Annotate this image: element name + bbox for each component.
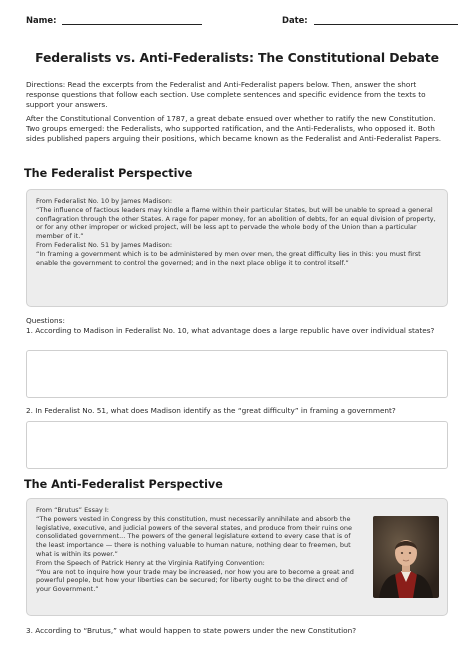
answer-box-1[interactable] [26, 350, 448, 398]
excerpt-quote: “The influence of factious leaders may kindle a flame within their particular States, but will be unable to spread a general conflagration through the other States. A rage for paper money, for an abolition of debts, for an equal division of property, or for any other improper or wicked project, will be less apt to pervade the whole body of the Union than a particular member of it.” [36, 205, 436, 241]
excerpt-source: From the Speech of Patrick Henry at the Virginia Ratifying Convention: [36, 558, 265, 567]
federalist-heading: The Federalist Perspective [24, 167, 193, 180]
federalist-excerpt-box [26, 189, 448, 307]
excerpt-source: From Federalist No. 51 by James Madison: [36, 240, 173, 249]
date-blank-line[interactable] [314, 14, 458, 25]
name-blank-line[interactable] [62, 14, 202, 25]
question-3: 3. According to “Brutus,” what would happen to state powers under the new Constitution? [26, 626, 357, 635]
name-label: Name: [26, 15, 57, 25]
directions-text: Directions: Read the excerpts from the Federalist and Anti-Federalist papers below. Then, answer the short response questions that follow each section. Use complete sentences and specific evidence from the texts to support your answers. [26, 80, 426, 110]
excerpt-source: From Federalist No. 10 by James Madison: [36, 197, 173, 205]
name-field [26, 14, 202, 25]
excerpt-source: From “Brutus” Essay I: [36, 506, 109, 514]
question-1: 1. According to Madison in Federalist No. 10, what advantage does a large republic have over individual states? [26, 326, 435, 335]
answer-box-2[interactable] [26, 421, 448, 469]
excerpt-quote: “The powers vested in Congress by this constitution, must necessarily annihilate and absorb the legislative, executive, and judicial powers of the several states, and produce from their ruins one consolidated government... The powers of the general legislature extend to every case that is of the least importance — there is nothing valuable to human nature, nothing dear to freemen, but what is within its power.” [36, 514, 353, 558]
antifederalist-heading: The Anti-Federalist Perspective [24, 478, 223, 491]
question-2: 2. In Federalist No. 51, what does Madison identify as the “great difficulty” in framing a government? [26, 406, 396, 415]
page-title: Federalists vs. Anti-Federalists: The Constitutional Debate [35, 50, 439, 65]
excerpt-quote: “In framing a government which is to be administered by men over men, the great difficulty lies in this: you must first enable the government to control the governed; and in the next place oblige it to control itself.” [36, 249, 421, 267]
excerpt-quote: “You are not to inquire how your trade may be increased, nor how you are to become a great and powerful people, but how your liberties can be secured; for liberty ought to be the direct end of your Government.” [36, 567, 354, 594]
antifederalist-excerpt-box [26, 498, 448, 616]
date-field [282, 14, 458, 25]
date-label: Date: [282, 15, 308, 25]
intro-text: After the Constitutional Convention of 1787, a great debate ensued over whether to ratify the new Constitution. Two groups emerged: the Federalists, who supported ratification, and the Anti-Federalists, who opposed it. Both sides published papers arguing their positions, which became known as the Federalist and Anti-Federalist Papers. [26, 114, 442, 144]
portrait-image [373, 516, 439, 598]
header-row [26, 14, 448, 28]
questions-label: Questions: [26, 316, 65, 325]
